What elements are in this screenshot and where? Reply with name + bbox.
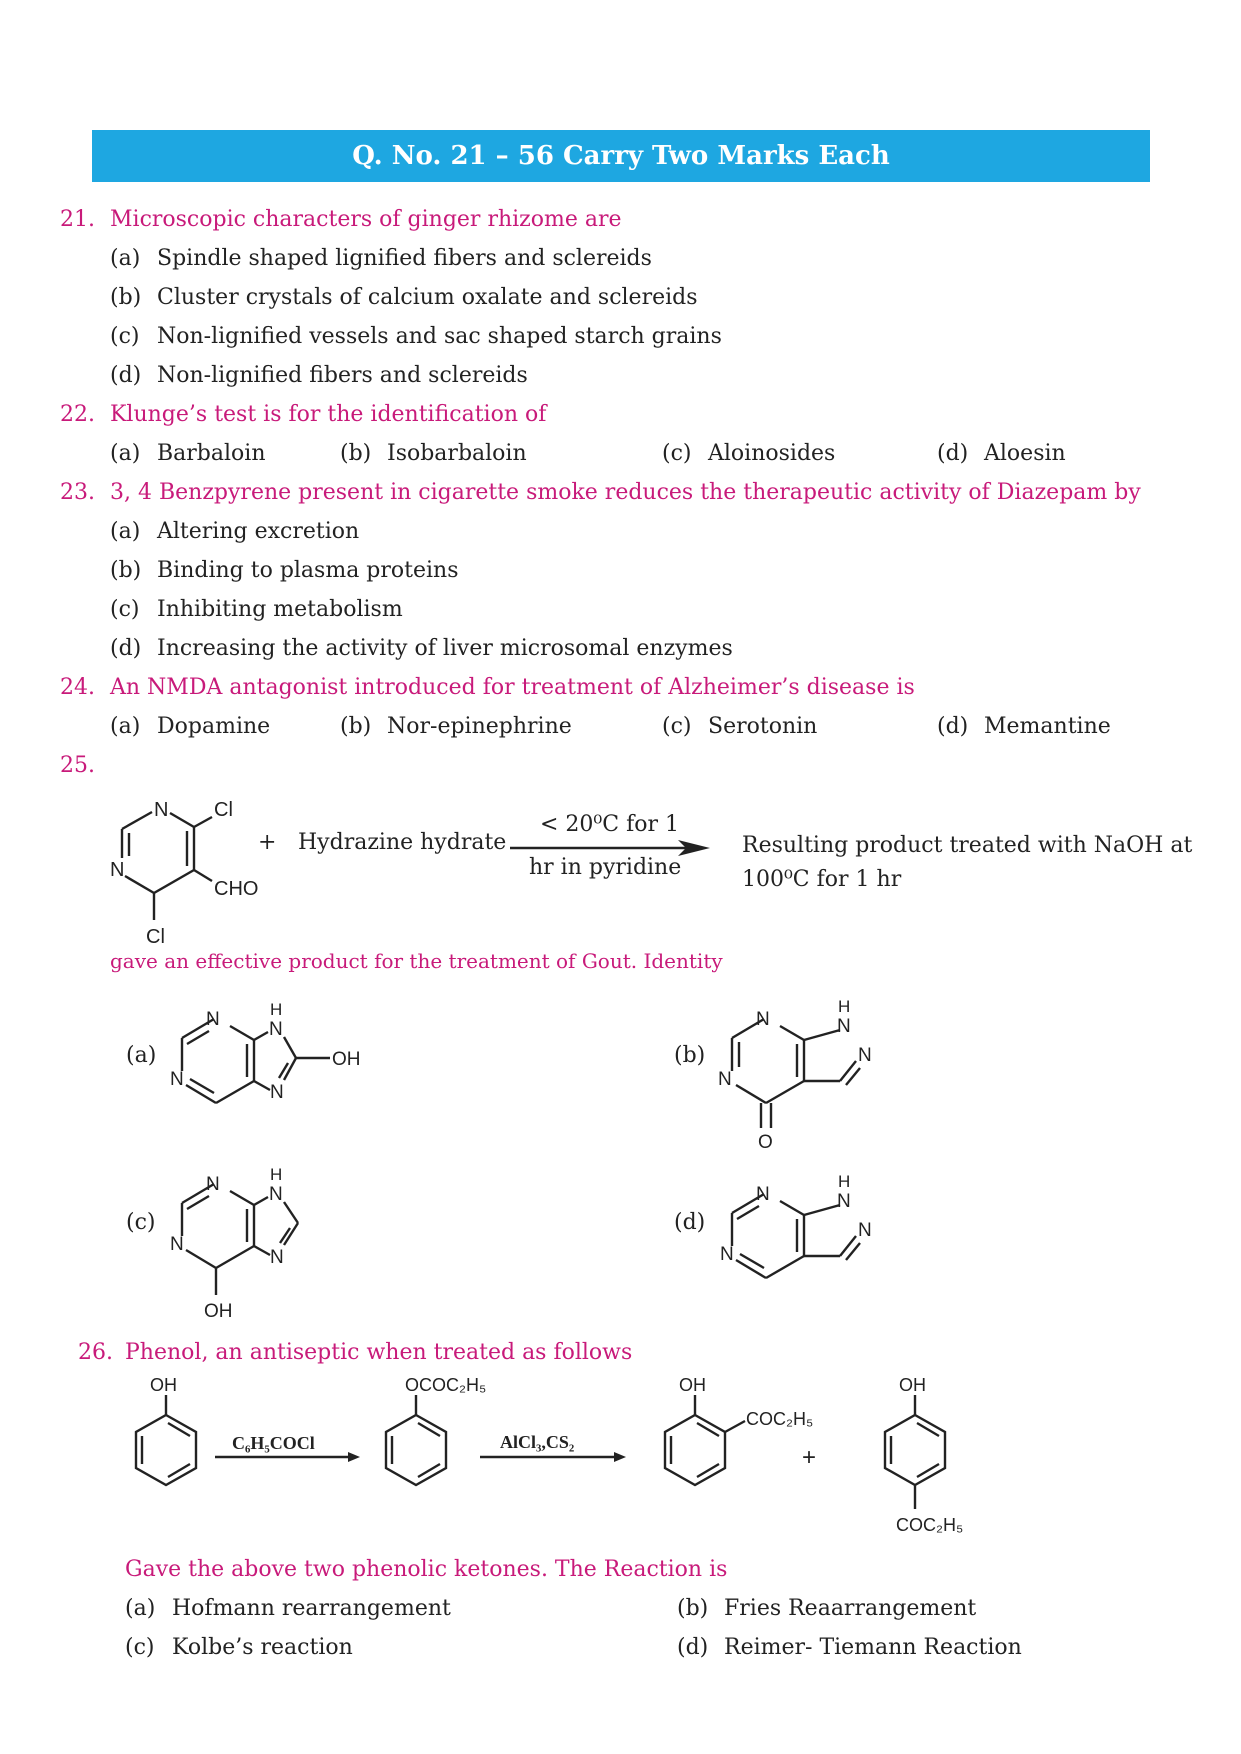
option-label: (d) bbox=[937, 714, 969, 739]
reagent-text: Hydrazine hydrate bbox=[298, 830, 507, 855]
option-text: Nor-epinephrine bbox=[387, 714, 572, 739]
ketone-label: COC₂H₅ bbox=[896, 1515, 964, 1535]
question-number: 23. bbox=[60, 480, 95, 505]
hydrogen-label: H bbox=[270, 1000, 283, 1019]
option-label: (d) bbox=[677, 1635, 709, 1660]
question-stem: Phenol, an antiseptic when treated as follows bbox=[125, 1340, 633, 1365]
ring-nitrogen-label: N bbox=[837, 1191, 851, 1212]
question-stem: Klunge’s test is for the identification of bbox=[110, 402, 547, 427]
ring-nitrogen-label: N bbox=[858, 1220, 872, 1241]
option-label: (b) bbox=[340, 441, 372, 466]
option-text: Fries Reaarrangement bbox=[724, 1596, 977, 1621]
question-number: 25. bbox=[60, 753, 95, 778]
option-label: (a) bbox=[110, 519, 141, 544]
option-a-structure bbox=[160, 995, 420, 1125]
ring-nitrogen-label: N bbox=[170, 1234, 184, 1255]
option-text: Binding to plasma proteins bbox=[157, 558, 459, 583]
option-text: Aloinosides bbox=[708, 441, 836, 466]
option-text: Non-lignified vessels and sac shaped starch grains bbox=[157, 324, 722, 349]
hydroxyl-label: OH bbox=[332, 1049, 361, 1070]
ring-nitrogen-label: N bbox=[756, 1009, 770, 1030]
option-label: (d) bbox=[937, 441, 969, 466]
option-c-structure bbox=[160, 1160, 360, 1330]
ring-nitrogen-label: N bbox=[206, 1174, 220, 1195]
hydroxyl-label: OH bbox=[679, 1375, 706, 1395]
option-b-structure bbox=[710, 995, 910, 1155]
dichloropyrimidine-structure bbox=[100, 780, 300, 950]
question-stem: Gave the above two phenolic ketones. The Reaction is bbox=[125, 1557, 728, 1582]
option-text: Increasing the activity of liver microsomal enzymes bbox=[157, 636, 733, 661]
hydrogen-label: H bbox=[838, 997, 851, 1016]
result-text: 100⁰C for 1 hr bbox=[742, 867, 902, 892]
para-hydroxy-ketone-structure bbox=[885, 1375, 963, 1535]
option-text: Cluster crystals of calcium oxalate and sclereids bbox=[157, 285, 698, 310]
option-label: (a) bbox=[125, 1596, 156, 1621]
question-number: 21. bbox=[60, 207, 95, 232]
option-text: Aloesin bbox=[984, 441, 1066, 466]
ester-label: OCOC₂H₅ bbox=[405, 1375, 487, 1395]
condition-top: < 20⁰C for 1 bbox=[540, 812, 679, 837]
option-text: Isobarbaloin bbox=[387, 441, 527, 466]
option-label: (c) bbox=[126, 1210, 156, 1235]
plus-sign: + bbox=[258, 830, 277, 855]
option-label: (c) bbox=[125, 1635, 155, 1660]
ring-nitrogen-label: N bbox=[269, 1019, 283, 1040]
option-d-structure bbox=[710, 1170, 910, 1300]
option-label: (a) bbox=[110, 714, 141, 739]
option-label: (a) bbox=[110, 441, 141, 466]
ring-nitrogen-label: N bbox=[756, 1184, 770, 1205]
option-text: Kolbe’s reaction bbox=[172, 1635, 353, 1660]
option-text: Inhibiting metabolism bbox=[157, 597, 403, 622]
option-text: Hofmann rearrangement bbox=[172, 1596, 451, 1621]
option-label: (a) bbox=[110, 246, 141, 271]
option-label: (b) bbox=[674, 1043, 706, 1068]
question-number: 26. bbox=[78, 1340, 113, 1365]
ring-nitrogen-label: N bbox=[154, 799, 169, 821]
ortho-hydroxy-ketone-structure bbox=[665, 1375, 813, 1485]
option-text: Non-lignified fibers and sclereids bbox=[157, 363, 528, 388]
ring-nitrogen-label: N bbox=[270, 1247, 284, 1268]
question-stem: 3, 4 Benzpyrene present in cigarette smoke reduces the therapeutic activity of Diazepam by bbox=[110, 480, 1141, 505]
ketone-label: COC₂H₅ bbox=[746, 1409, 814, 1429]
plus-sign: + bbox=[802, 1444, 817, 1471]
ring-nitrogen-label: N bbox=[170, 1069, 184, 1090]
option-text: Altering excretion bbox=[157, 519, 360, 544]
ring-nitrogen-label: N bbox=[837, 1016, 851, 1037]
question-number: 22. bbox=[60, 402, 95, 427]
fries-reaction-scheme bbox=[110, 1375, 1010, 1560]
chlorine-label: Cl bbox=[146, 926, 165, 948]
option-label: (c) bbox=[662, 441, 692, 466]
reagent-label: C₆H₅COCl bbox=[232, 1433, 315, 1453]
ring-nitrogen-label: N bbox=[720, 1244, 734, 1265]
ring-nitrogen-label: N bbox=[269, 1184, 283, 1205]
question-stem: Microscopic characters of ginger rhizome are bbox=[110, 207, 622, 232]
option-text: Spindle shaped lignified fibers and sclereids bbox=[157, 246, 652, 271]
option-label: (c) bbox=[110, 324, 140, 349]
hydroxyl-label: OH bbox=[150, 1375, 177, 1395]
question-stem: gave an effective product for the treatment of Gout. Identity bbox=[110, 949, 723, 973]
option-label: (b) bbox=[110, 285, 142, 310]
option-label: (d) bbox=[674, 1210, 706, 1235]
question-number: 24. bbox=[60, 675, 95, 700]
option-text: Serotonin bbox=[708, 714, 818, 739]
ring-nitrogen-label: N bbox=[206, 1009, 220, 1030]
hydroxyl-label: OH bbox=[204, 1301, 233, 1322]
ring-nitrogen-label: N bbox=[270, 1082, 284, 1103]
option-label: (d) bbox=[110, 636, 142, 661]
option-text: Dopamine bbox=[157, 714, 271, 739]
hydrogen-label: H bbox=[838, 1172, 851, 1191]
option-label: (b) bbox=[340, 714, 372, 739]
option-text: Reimer- Tiemann Reaction bbox=[724, 1635, 1022, 1660]
ring-nitrogen-label: N bbox=[110, 859, 125, 881]
option-label: (b) bbox=[677, 1596, 709, 1621]
oxygen-label: O bbox=[758, 1132, 773, 1153]
hydrogen-label: H bbox=[270, 1165, 283, 1184]
ring-nitrogen-label: N bbox=[718, 1069, 732, 1090]
option-label: (c) bbox=[662, 714, 692, 739]
question-stem: An NMDA antagonist introduced for treatment of Alzheimer’s disease is bbox=[110, 675, 915, 700]
option-text: Memantine bbox=[984, 714, 1111, 739]
option-label: (a) bbox=[126, 1043, 157, 1068]
option-label: (d) bbox=[110, 363, 142, 388]
option-text: Barbaloin bbox=[157, 441, 266, 466]
option-label: (b) bbox=[110, 558, 142, 583]
aldehyde-label: CHO bbox=[214, 878, 259, 900]
condition-bottom: hr in pyridine bbox=[529, 855, 682, 880]
reagent-label: AlCl₃,CS₂ bbox=[500, 1432, 575, 1452]
result-text: Resulting product treated with NaOH at bbox=[742, 833, 1193, 858]
phenol-structure bbox=[136, 1375, 196, 1485]
hydroxyl-label: OH bbox=[899, 1375, 926, 1395]
section-banner: Q. No. 21 – 56 Carry Two Marks Each bbox=[92, 130, 1150, 182]
phenyl-ester-structure bbox=[386, 1375, 486, 1485]
ring-nitrogen-label: N bbox=[858, 1045, 872, 1066]
chlorine-label: Cl bbox=[214, 799, 233, 821]
option-label: (c) bbox=[110, 597, 140, 622]
